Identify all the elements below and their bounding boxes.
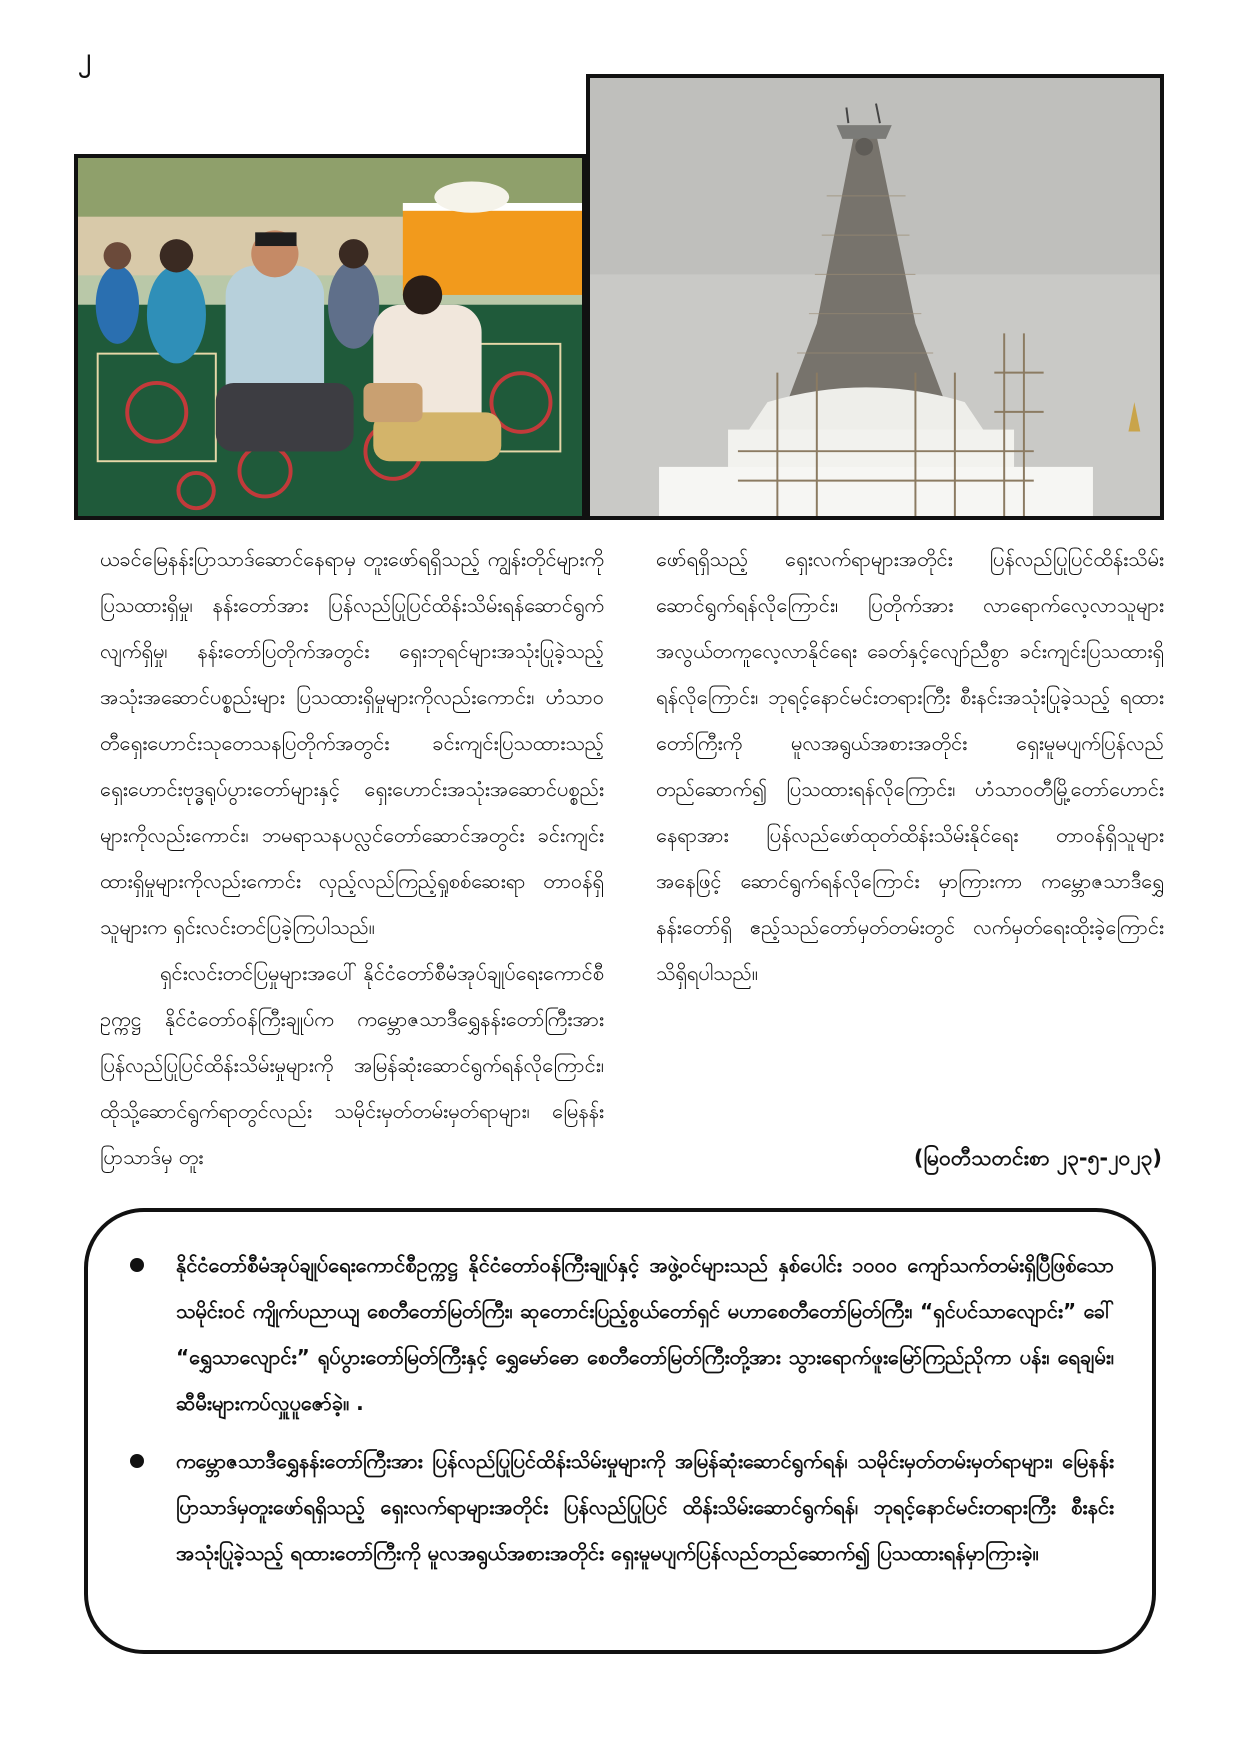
source-citation: (မြဝတီသတင်းစာ ၂၃-၅-၂၀၂၃) (913, 1146, 1162, 1170)
bullet-icon (130, 1258, 144, 1272)
article-right-column (656, 536, 1164, 996)
summary-item (108, 1242, 1114, 1426)
summary-text: ကမ္ဘောဇသာဒီရွှေနန်းတော်ကြီးအား ပြန်လည်ပြုပြင်ထိန်းသိမ်းမှုများကို အမြန်ဆုံးဆောင်ရွက်ရန်၊ သမိုင်းမှတ်တမ်းမှတ်ရာများ၊ မြေနန်းပြာသာဒ်မှတူးဖော်ရရှိသည့် ရှေးလက်ရာများအတိုင်း ပြန်လည်ပြုပြင် ထိန်းသိမ်းဆောင်ရွက်ရန်၊ ဘုရင့်နောင်မင်းတရားကြီး စီးနင်းအသုံးပြုခဲ့သည့် ရထားတော်ကြီးကို မူလအရွယ်အစားအတိုင်း ရှေးမူမပျက်ပြန်လည်တည်ဆောက်၍ ပြသထားရန်မှာကြားခဲ့။ (176, 1449, 1114, 1565)
bullet-icon (130, 1454, 144, 1468)
article-paragraph: ဖော်ရရှိသည့် ရှေးလက်ရာများအတိုင်း ပြန်လည်ပြုပြင်ထိန်းသိမ်းဆောင်ရွက်ရန်လိုကြောင်း၊ ပြတိုက်အား လာရောက်လေ့လာသူများ အလွယ်တကူလေ့လာနိုင်ရေး ခေတ်နှင့်လျော်ညီစွာ ခင်းကျင်းပြသထားရှိရန်လိုကြောင်း၊ ဘုရင့်နောင်မင်းတရားကြီး စီးနင်းအသုံးပြုခဲ့သည့် ရထားတော်ကြီးကို မူလအရွယ်အစားအတိုင်း ရှေးမူမပျက်ပြန်လည်တည်ဆောက်၍ ပြသထားရန်လိုကြောင်း၊ ဟံသာဝတီမြို့တော်ဟောင်းနေရာအား ပြန်လည်ဖော်ထုတ်ထိန်းသိမ်းနိုင်ရေး တာဝန်ရှိသူများအနေဖြင့် ဆောင်ရွက်ရန်လိုကြောင်း မှာကြားကာ ကမ္ဘောဇသာဒီရွှေနန်းတော်ရှိ ဧည့်သည်တော်မှတ်တမ်းတွင် လက်မှတ်ရေးထိုးခဲ့ကြောင်း သိရှိရပါသည်။ (656, 547, 1164, 985)
summary-text: နိုင်ငံတော်စီမံအုပ်ချုပ်ရေးကောင်စီဥက္ကဋ္ဌ နိုင်ငံတော်ဝန်ကြီးချုပ်နှင့် အဖွဲ့ဝင်များသည် နှစ်ပေါင်း ၁၀၀၀ ကျော်သက်တမ်းရှိပြီဖြစ်သော သမိုင်းဝင် ကျိုက်ပညာယျ စေတီတော်မြတ်ကြီး၊ ဆုတောင်းပြည့်စွယ်တော်ရှင် မဟာစေတီတော်မြတ်ကြီး၊ “ရှင်ပင်သာလျောင်း” ခေါ် “ရွှေသာလျောင်း” ရုပ်ပွားတော်မြတ်ကြီးနှင့် ရွှေမော်ဓော စေတီတော်မြတ်ကြီးတို့အား သွားရောက်ဖူးမြော်ကြည်ညိုကာ ပန်း၊ ရေချမ်း၊ ဆီမီးများကပ်လှူပူဇော်ခဲ့။ . (176, 1253, 1114, 1415)
summary-item (108, 1438, 1114, 1576)
summary-box (84, 1208, 1156, 1654)
photo-divider (74, 516, 702, 520)
article-left-column (100, 536, 604, 1180)
stupa-photo (586, 74, 1164, 520)
page-number: ၂ (78, 43, 91, 73)
summary-list (108, 1242, 1114, 1576)
ceremony-photo (74, 154, 586, 520)
article-paragraph: ရှင်းလင်းတင်ပြမှုများအပေါ် နိုင်ငံတော်စီမံအုပ်ချုပ်ရေးကောင်စီဥက္ကဋ္ဌ နိုင်ငံတော်ဝန်ကြီးချုပ်က ကမ္ဘောဇသာဒီရွှေနန်းတော်ကြီးအား ပြန်လည်ပြုပြင်ထိန်းသိမ်းမှုများကို အမြန်ဆုံးဆောင်ရွက်ရန်လိုကြောင်း၊ ထိုသို့ဆောင်ရွက်ရာတွင်လည်း သမိုင်းမှတ်တမ်းမှတ်ရာများ၊ မြေနန်းပြာသာဒ်မှ တူး (100, 961, 604, 1169)
article-paragraph: ယခင်မြေနန်းပြာသာဒ်ဆောင်နေရာမှ တူးဖော်ရရှိသည့် ကျွန်းတိုင်များကို ပြသထားရှိမှု၊ နန်းတော်အား ပြန်လည်ပြုပြင်ထိန်းသိမ်းရန်ဆောင်ရွက်လျက်ရှိမှု၊ နန်းတော်ပြတိုက်အတွင်း ရှေးဘုရင်များအသုံးပြုခဲ့သည့် အသုံးအဆောင်ပစ္စည်းများ ပြသထားရှိမှုများကိုလည်းကောင်း၊ ဟံသာဝတီရှေးဟောင်းသုတေသနပြတိုက်အတွင်း ခင်းကျင်းပြသထားသည့် ရှေးဟောင်းဗုဒ္ဓရုပ်ပွားတော်များနှင့် ရှေးဟောင်းအသုံးအဆောင်ပစ္စည်းများကိုလည်းကောင်း၊ ဘမရာသနပလ္လင်တော်ဆောင်အတွင်း ခင်းကျင်းထားရှိမှုများကိုလည်းကောင်း လှည့်လည်ကြည့်ရှုစစ်ဆေးရာ တာဝန်ရှိသူများက ရှင်းလင်းတင်ပြခဲ့ကြပါသည်။ (100, 547, 604, 939)
